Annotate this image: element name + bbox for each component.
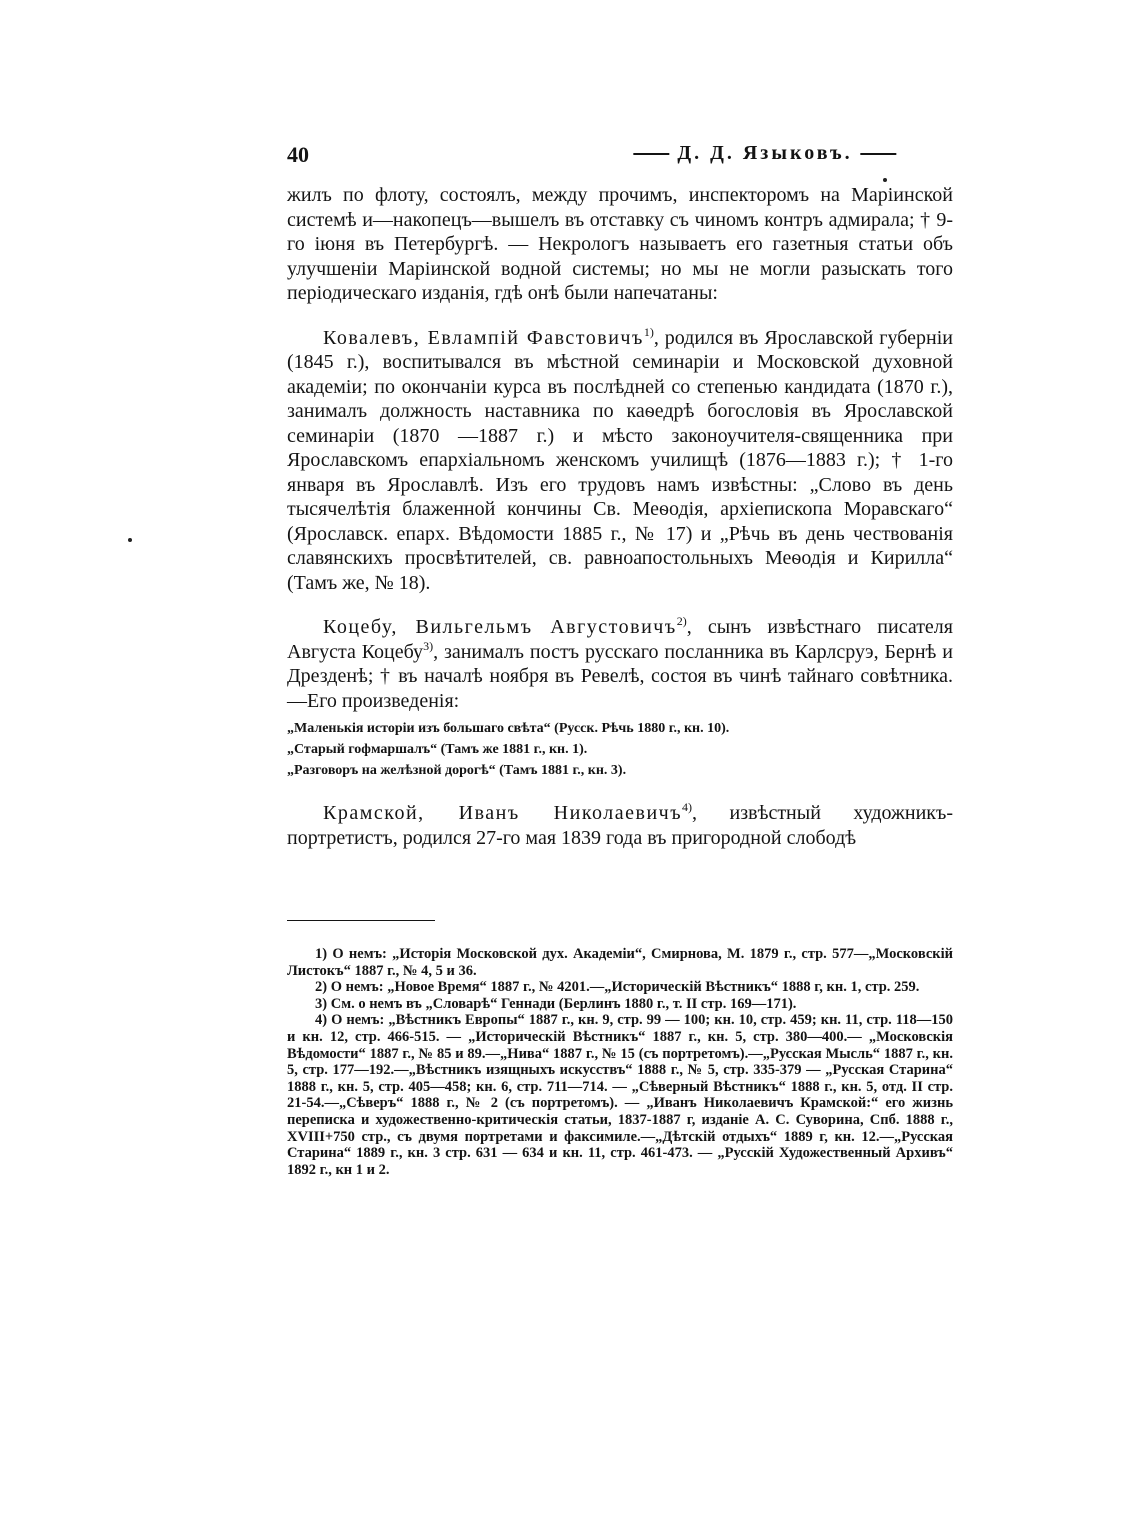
entry-name: Ковалевъ, Евлампій Фавстовичъ [323,326,644,349]
page-number: 40 [287,142,309,167]
footnote-text: О немъ: „Исторія Московской дух. Академіи“, Смирнова, М. 1879 г., стр. 577—„Московскій Листокъ“ 1887 г., № 4, 5 и 36. [287,946,953,979]
continuation-paragraph: жилъ по флоту, состоялъ, между прочимъ, инспекторомъ на Маріинской системѣ и—накопецъ—вышелъ въ отставку съ чиномъ контръ адмирала; † 9-го іюня въ Петербургѣ. — Некрологъ называетъ его газетныя статьи объ улучшеніи Маріинской водной системы; но мы не могли разыскать того періодическаго изданія, гдѣ онѣ были напечатаны: [287,184,953,304]
footnotes [287,946,953,1178]
entry-kovalev [287,326,953,596]
running-title: Д. Д. Языковъ. [677,142,853,164]
footnote-marker: 4) [315,1012,328,1029]
footnote [287,996,953,1013]
entry-text: , сынъ извѣстнаго писателя Августа Коцебу [287,616,953,663]
footnote-ref: 2) [676,614,687,628]
footnote-marker: 2) [315,979,328,996]
footnote-text: См. о немъ въ „Словарѣ“ Геннади (Берлинъ 1880 г., т. II стр. 169—171). [330,995,797,1012]
footnote-marker: 3) [315,995,328,1012]
entry-text: , извѣстный художникъ-портретистъ, родился 27-го мая 1839 года въ пригородной слободѣ [287,802,953,849]
scan-speck [883,178,887,182]
footnote [287,979,953,996]
entry-name: Коцебу, Вильгельмъ Августовичъ [323,616,677,638]
footnote-rule [287,920,435,921]
left-dash [633,153,669,155]
work-item: „Маленькія исторіи изъ большаго свѣта“ (Русск. Рѣчь 1880 г., кн. 10). [287,721,730,736]
entry-kotsebu [287,615,953,713]
footnote-marker: 1) [315,946,328,962]
footnote-ref: 4) [682,800,693,814]
work-item: „Старый гофмаршалъ“ (Тамъ же 1881 г., кн. 1). [287,742,588,757]
page-header [287,142,953,170]
footnote-text: О немъ: „Новое Время“ 1887 г., № 4201.—„Историческій Вѣстникъ“ 1888 г, кн. 1, стр. 259. [330,979,920,996]
works-list [287,718,953,781]
footnote-text: О немъ: „Вѣстникъ Европы“ 1887 г., кн. 9, стр. 99 — 100; кн. 10, стр. 459; кн. 11, стр. 118—150 и кн. 12, стр. 466-515. — „Историческій Вѣстникъ“ 1887 г., кн. 5, стр. 380—400.— „Московскія Вѣдомости“ 1887 г., № 85 и 89.—„Нива“ 1887 г., № 15 (съ портретомъ).—„Русская Мысль“ 1887 г., кн. 5, стр. 177—192.—„Вѣстникъ изящныхъ искусствъ“ 1888 г., № 5, стр. 335-379 — „Русская Старина“ 1888 г., кн. 5, стр. 405—458; кн. 6, стр. 711—714. — „Сѣверный Вѣстникъ“ 1888 г., кн. 5, отд. II стр. 21-54.—„Сѣверъ“ 1888 г., № 2 (съ портретомъ). — „Иванъ Николаевичъ Крамской:“ его жизнь переписка и художественно-критическія статьи, 1837-1887 г, изданіе А. С. Суворина, Спб. 1888 г., XVIII+750 стр., съ двумя портретами и факсимиле.—„Дѣтскій отдыхъ“ 1889 г, кн. 12.—„Русская Старина“ 1889 г., кн. 3 стр. 631 — 634 и кн. 11, стр. 461-473. — „Русскій Художественный Архивъ“ 1892 г., кн 1 и 2. [287,1012,954,1178]
right-dash [861,153,897,155]
main-text [287,183,953,850]
scan-speck [128,538,132,542]
footnote-ref: 3) [423,638,434,653]
footnote [287,1012,953,1178]
entry-name: Крамской, Иванъ Николаевичъ [323,802,683,824]
entry-text: , родился въ Ярославской губерніи (1845 г.), воспитывался въ мѣстной семинаріи и Московской духовной академіи; по окончаніи курса въ послѣдней со степенью кандидата (1870 г.), занималъ должность наставника по каѳедрѣ богословія въ Ярославской семинаріи (1870 —1887 г.) и мѣсто законоучителя-священника при Ярославскомъ епархіальномъ женскомъ училищѣ (1876—1883 г.); † 1-го января въ Ярославлѣ. Изъ его трудовъ намъ извѣстны: „Слово въ день тысячелѣтія блаженной кончины Св. Меѳодія, архіепископа Моравскаго“ (Ярославск. епарх. Вѣдомости 1885 г., № 17) и „Рѣчь въ день чествованія славянскихъ просвѣтителей, св. равноапостольныхъ Меѳодія и Кирилла“ (Тамъ же, № 18). [287,326,953,594]
entry-text: , занималъ постъ русскаго посланника въ Карлсруэ, Бернѣ и Дрезденѣ; † въ началѣ ноября въ Ревелѣ, состоя въ чинѣ тайнаго совѣтника.—Его произведенія: [287,640,954,712]
entry-kramskoy [287,801,953,850]
work-item: „Разговоръ на желѣзной дорогѣ“ (Тамъ 1881 г., кн. 3). [287,763,627,778]
footnote [287,946,953,979]
footnote-ref: 1) [643,324,654,339]
running-head [625,142,904,165]
